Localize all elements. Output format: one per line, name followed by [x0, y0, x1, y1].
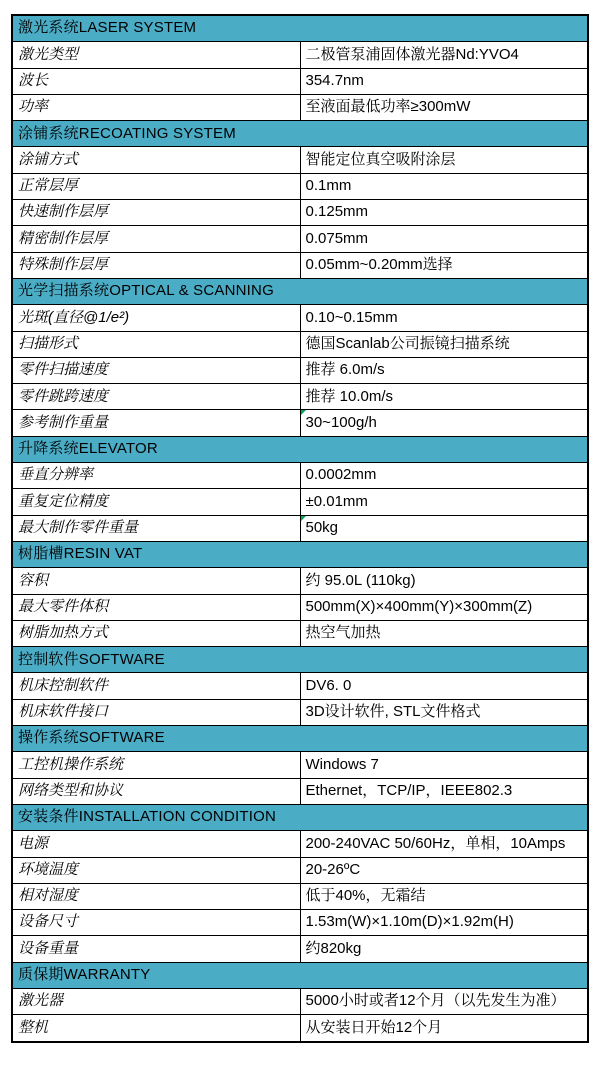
spec-value-text: 0.05mm~0.20mm选择 [305, 256, 453, 274]
spec-label: 激光类型 [12, 42, 300, 68]
spec-row [12, 620, 588, 646]
section-header-row [12, 15, 588, 42]
spec-label: 环境温度 [12, 857, 300, 883]
section-title: 控制软件SOFTWARE [12, 647, 588, 673]
section-header-row [12, 804, 588, 830]
spec-row [12, 831, 588, 857]
spec-value-cell [300, 594, 588, 620]
spec-label: 网络类型和协议 [12, 778, 300, 804]
spec-value-cell [300, 42, 588, 68]
spec-label: 功率 [12, 94, 300, 120]
cell-comment-flag-icon [301, 410, 306, 415]
spec-value-text: Ethernet，TCP/IP，IEEE802.3 [305, 782, 513, 799]
spec-value-cell [300, 410, 588, 436]
spec-value-cell [300, 226, 588, 252]
spec-value-cell [300, 357, 588, 383]
spec-value-cell [300, 463, 588, 489]
spec-value-text: 0.075mm [305, 229, 369, 247]
spec-value-text: Windows 7 [305, 755, 379, 773]
spec-label: 电源 [12, 831, 300, 857]
spec-row [12, 357, 588, 383]
spec-value-text: 热空气加热 [305, 624, 381, 642]
spec-row [12, 331, 588, 357]
spec-label: 容积 [12, 568, 300, 594]
spec-value-text: 至液面最低功率≥300mW [305, 98, 471, 116]
section-header-row [12, 121, 588, 147]
spec-table-body [12, 15, 588, 1042]
spec-label: 整机 [12, 1015, 300, 1042]
spec-value-cell [300, 94, 588, 120]
spec-row [12, 910, 588, 936]
spec-row [12, 173, 588, 199]
spec-row [12, 252, 588, 278]
spec-value-text: 0.1mm [305, 177, 352, 195]
spec-value-cell [300, 778, 588, 804]
spec-value-cell [300, 173, 588, 199]
section-title: 安装条件INSTALLATION CONDITION [12, 804, 588, 830]
spec-value-text: 20-26ºC [305, 860, 361, 878]
spec-value-cell [300, 620, 588, 646]
spec-label: 快速制作层厚 [12, 200, 300, 226]
spec-value-cell [300, 200, 588, 226]
spec-value-text: 3D设计软件, STL文件格式 [305, 703, 481, 721]
section-header-row [12, 726, 588, 752]
spec-value-text: 德国Scanlab公司振镜扫描系统 [305, 334, 510, 352]
spec-sheet [11, 14, 589, 1043]
section-title: 操作系统SOFTWARE [12, 726, 588, 752]
spec-label: 相对湿度 [12, 883, 300, 909]
spec-row [12, 699, 588, 725]
spec-value-text: 200-240VAC 50/60Hz，单相，10Amps [305, 834, 566, 852]
spec-value-cell [300, 515, 588, 541]
spec-value-text: 约820kg [305, 939, 362, 957]
spec-label: 零件跳跨速度 [12, 384, 300, 410]
spec-label: 波长 [12, 68, 300, 94]
spec-row [12, 778, 588, 804]
spec-value-cell [300, 673, 588, 699]
spec-row [12, 42, 588, 68]
spec-label: 设备尺寸 [12, 910, 300, 936]
spec-value-cell [300, 489, 588, 515]
section-title: 激光系统LASER SYSTEM [12, 15, 588, 42]
spec-value-cell [300, 252, 588, 278]
spec-value-text: 30~100g/h [305, 413, 377, 431]
spec-value-cell [300, 68, 588, 94]
spec-label: 工控机操作系统 [12, 752, 300, 778]
spec-value-text: DV6. 0 [305, 676, 352, 694]
spec-label: 扫描形式 [12, 331, 300, 357]
spec-row [12, 988, 588, 1014]
spec-value-cell [300, 936, 588, 962]
spec-table [11, 14, 589, 1043]
spec-value-text: 500mm(X)×400mm(Y)×300mm(Z) [305, 597, 533, 615]
spec-value-text: 0.10~0.15mm [305, 308, 398, 326]
spec-row [12, 410, 588, 436]
section-header-row [12, 647, 588, 673]
spec-row [12, 489, 588, 515]
spec-row [12, 673, 588, 699]
spec-row [12, 147, 588, 173]
spec-row [12, 515, 588, 541]
section-title: 质保期WARRANTY [12, 962, 588, 988]
spec-row [12, 594, 588, 620]
spec-value-cell [300, 305, 588, 331]
section-header-row [12, 436, 588, 462]
spec-label: 垂直分辨率 [12, 463, 300, 489]
spec-value-cell [300, 1015, 588, 1042]
spec-value-text: 0.0002mm [305, 466, 377, 484]
spec-value-cell [300, 831, 588, 857]
spec-value-text: 二极管泵浦固体激光器Nd:YVO4 [305, 45, 519, 63]
spec-value-text: 推荐 6.0m/s [305, 361, 385, 379]
spec-value-cell [300, 752, 588, 778]
spec-value-text: 智能定位真空吸附涂层 [305, 150, 456, 168]
spec-row [12, 68, 588, 94]
spec-row [12, 857, 588, 883]
spec-label: 树脂加热方式 [12, 620, 300, 646]
spec-value-text: 354.7nm [305, 71, 364, 89]
spec-value-cell [300, 883, 588, 909]
spec-row [12, 384, 588, 410]
section-title: 升降系统ELEVATOR [12, 436, 588, 462]
spec-label: 零件扫描速度 [12, 357, 300, 383]
section-header-row [12, 278, 588, 304]
cell-comment-flag-icon [301, 516, 306, 521]
spec-label: 机床控制软件 [12, 673, 300, 699]
spec-label: 重复定位精度 [12, 489, 300, 515]
spec-value-cell [300, 910, 588, 936]
section-header-row [12, 541, 588, 567]
spec-value-cell [300, 568, 588, 594]
spec-value-cell [300, 857, 588, 883]
spec-label: 特殊制作层厚 [12, 252, 300, 278]
spec-label: 激光器 [12, 988, 300, 1014]
spec-value-text: 0.125mm [305, 203, 369, 221]
spec-value-text: 从安装日开始12个月 [305, 1018, 443, 1036]
spec-row [12, 883, 588, 909]
spec-row [12, 463, 588, 489]
spec-row [12, 305, 588, 331]
spec-value-cell [300, 331, 588, 357]
spec-value-cell [300, 147, 588, 173]
spec-value-text: 50kg [305, 519, 339, 537]
section-header-row [12, 962, 588, 988]
spec-row [12, 752, 588, 778]
spec-value-cell [300, 384, 588, 410]
spec-row [12, 226, 588, 252]
spec-row [12, 200, 588, 226]
spec-value-cell [300, 988, 588, 1014]
spec-label: 设备重量 [12, 936, 300, 962]
spec-value-cell [300, 699, 588, 725]
spec-label: 最大零件体积 [12, 594, 300, 620]
section-title: 涂铺系统RECOATING SYSTEM [12, 121, 588, 147]
section-title: 光学扫描系统OPTICAL & SCANNING [12, 278, 588, 304]
spec-row [12, 94, 588, 120]
spec-label: 参考制作重量 [12, 410, 300, 436]
spec-label: 光斑(直径@1/e²) [12, 305, 300, 331]
spec-value-text: 约 95.0L (110kg) [305, 571, 416, 589]
spec-value-text: 推荐 10.0m/s [305, 387, 394, 405]
spec-row [12, 568, 588, 594]
spec-label: 涂铺方式 [12, 147, 300, 173]
spec-label: 最大制作零件重量 [12, 515, 300, 541]
spec-value-text: 低于40%，无霜结 [305, 887, 426, 905]
section-title: 树脂槽RESIN VAT [12, 541, 588, 567]
spec-label: 正常层厚 [12, 173, 300, 199]
spec-label: 机床软件接口 [12, 699, 300, 725]
spec-row [12, 936, 588, 962]
spec-value-text: ±0.01mm [305, 492, 368, 510]
spec-label: 精密制作层厚 [12, 226, 300, 252]
spec-value-text: 1.53m(W)×1.10m(D)×1.92m(H) [305, 913, 514, 931]
spec-value-text: 5000小时或者12个月（以先发生为准） [305, 992, 566, 1010]
spec-row [12, 1015, 588, 1042]
